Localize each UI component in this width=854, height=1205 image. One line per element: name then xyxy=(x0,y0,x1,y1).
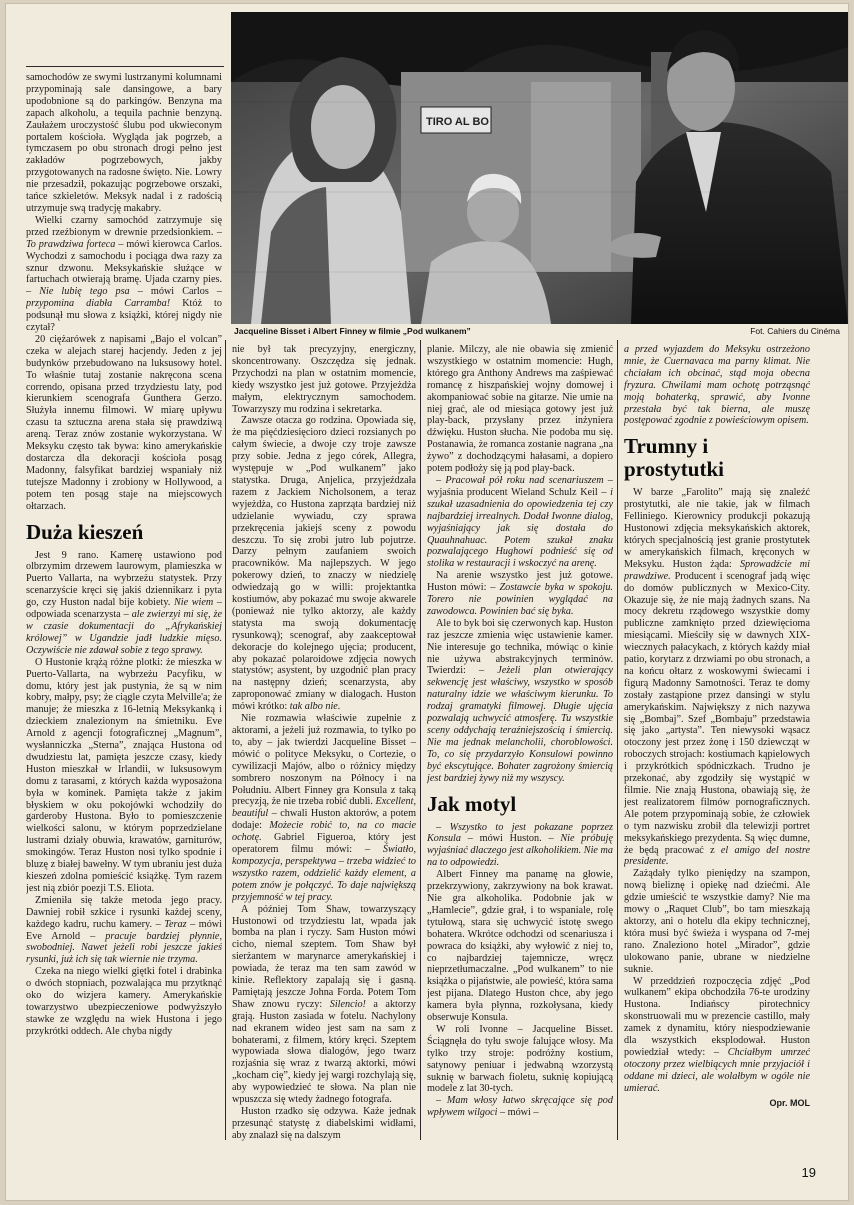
author-byline: Opr. MOL xyxy=(769,1097,810,1108)
article-column-2 xyxy=(232,344,416,1194)
paragraph: O Hustonie krążą różne plotki: że mieszka w Puerto-Vallarta, na wybrzeżu Pacyfiku, w domu, który jest jak pustynia, że są w nim kobry, małpy, psy; że ciągle czyta Melville'a; że manuje; że mieszka z 16-letnią Meksykanką i dzieckiem znalezionym na śmietniku. Eve Arnold z agencji fotograficznej „Magnum”, wysłanniczka „Sterna”, znająca Hustona od dwudziestu lat, pamięta jeszcze czasy, kiedy Huston mieszkał w Irlandii, w luksusowym domu z tarasami, z których każda wyposażona była w kominek. Pamięta także z jakim błyskiem w oku pokojówki wchodziły do garderoby Hustona. Było to pomieszczenie wielkości salonu, w którym poprzedzielane lustrami działy obuwia, krawatów, garniturów, smokingów. Teraz Huston nosi tylko spodnie i bluzę z białej bawełny. W tym ubraniu jest duża kieszeń zdolna pomieścić książkę. Tym razem jest nią zbiór poezji T.S. Eliota. xyxy=(26,656,222,894)
paragraph: Zawsze otacza go rodzina. Opowiada się, że ma pięćdziesięciorо dzieci rozsianych po całym świecie, a dwoje czy troje zawsze przy sobie. Jedna z jego córek, Allegra, występuje w „Pod wulkanem” jako statystka. Druga, Anjelica, przyjeźdzała razem z Jackiem Nicholsonem, a teraz wyjeżdża, co Hustona zaprząta bardziej niż udzielanie wywiadu, czy sprawa przekręcenia jakiejś sceny z powodu deszczu. To się zrobi jutro lub pojutrze. Darzy pełnym zaufaniem swoich pracowników. Ma najlepszych. W jego pokerowy dzień, to znaczy w niedzielę odwiedzają go w willi: projektantka kostiumów, aby pokazać mu swoje akwarele (ponieważ nie tylko aktorzy, ale każdy statysta ma swoją dokumentację rysunkową); scenograf, aby zaakceptował dekoracje do kolejnego ujęcia; producent, aby pokazać polaroidowe zdjęcia nowych statystów; asystent, by uzgodnić plan pracy na następny dzień; scenarzysta, aby zaproponować zmiany w dialogach. Huston mówi krótko: tak albo nie. xyxy=(232,415,416,713)
film-still-illustration xyxy=(231,12,848,324)
paragraph: Zażądały tylko pieniędzy na szampon, nową bieliznę i opiekę nad dziećmi. Ale gdzie umieścić te wszystkie damy? Nie ma mowy o „Raquet Club”, bo tam mieszkają aktorzy, ani o hotelu dla ekipy technicznej, która musi być świeża i wyspana od 7-mej rano. Znaleziono hotel „Mirador”, gdzie ulokowano panie, ubrane w niedzielne suknie. xyxy=(624,868,810,975)
magazine-page xyxy=(6,4,848,1200)
paragraph: W roli Ivonne – Jacqueline Bisset. Ściągnęła do tyłu swoje falujące włosy. Ma tylko trzy stroje: podróżny kostium, satynowy peniuar i jedwabną wzorzystą suknię w barwach fioletu, suknię kopiującą modele z lat 30-tych. xyxy=(427,1023,613,1095)
page-number: 19 xyxy=(801,1165,816,1180)
column-rule xyxy=(225,340,226,1140)
paragraph: nie był tak precyzyjny, energiczny, skoncentrowany. Oszczędza się jednak. Przychodzi na plan w ostatnim momencie, kiedy wszystko jest już gotowe. Przyjeżdża małym, elektrycznym samochodem. Towarzyszy mu rodzina i sekretarka. xyxy=(232,344,416,415)
photo-credit: Fot. Cahiers du Cinéma xyxy=(750,326,840,336)
photo-sign-text: TIRO AL BO xyxy=(426,116,489,128)
section-heading: Jak motyl xyxy=(427,791,517,816)
column-rule xyxy=(617,340,618,1140)
paragraph: 20 ciężarówek z napisami „Bajo el volcan” czeka w alejach starej hacjendy. Jeden z jej budynków przebudowano na luksusowy hotel. To właśnie tutaj zostanie nakręcona scena correndo, opisana przed trzydziestu laty, pod kierunkiem scenografa Gunthera Gerzo. Służyła innemu filmowi. W miarę upływu czasu ta sztuczna arena stała się prawdziwą areną. Teraz znów zostanie wykorzystana. W Meksyku często tak bywa: kino amerykańskie dostarcza dla dekoracji kościoła posąg Madonny, falsyfikat bardziej wspaniały niż tutejsze Madonny i zrobiony w Hollywood, a potem ten posąg staje na miejscowych ołtarzach. xyxy=(26,333,222,512)
section-heading: Trumny i prostytutki xyxy=(624,434,724,482)
paragraph: A później Tom Shaw, towarzyszący Hustonowi od trzydziestu lat, wpada jak bomba na plan i ryczy. Sam Huston mówi cicho, niemal szeptem. Tom Shaw był sierżantem w marynarce amerykańskiej i powiada, że teraz ma ten sam zawód w kinie. Reflektory zapalają się i gasną. Pamiętają jeszcze Johna Forda. Potem Tom Shaw znowu ryczy: Silencio! a aktorzy grają. Huston zasiada w fotelu. Nachylony nad ekranem wideo jest sam na sam z bohaterami, z filmem, który kręci. Szeptem wypowiada słowa dialogów, jego twarz rozjaśnia się wraz z twarzą aktorki, mówi „kocham cię”, kiedy jej wargi rozchylają się, aby wypowiedzieć te słowa. Na plan nie wpuszcza się wtedy żadnego fotografa. xyxy=(232,903,416,1106)
paragraph: Jest 9 rano. Kamerę ustawiono pod olbrzymim drzewem laurowym, plamieszka w Puerto Vallarta, na wybrzeżu statystek. Przy scenarzyście kręci się jakiś dziennikarz i pyta go, czy Huston nadal bije kobiety. Nie wiem – odpowiada scenarzysta – ale zwierzyi mi się, że w czasie dokumentacji do „Afrykańskiej królowej” w Ugandzie jadł ludzkie mięso. Oczywiście nie zdawał sobie z tego sprawy. xyxy=(26,549,222,656)
paragraph: a przed wyjazdem do Meksyku ostrzeżono mnie, że Cuernavaca ma parny klimat. Nie chciałam ich obcinać, stąd moja obecna fryzura. Chwilami mam ochotę potrząsnąć moją bohaterką, sprawić, aby Ivonne przestała być tak bierna, ale muszę postępować zgodnie z powieściowym opisem. xyxy=(624,344,810,427)
paragraph: Huston rzadko się odzywa. Każe jednak przesunąć statystę z diabelskimi widłami, aby znalazł się na dalszym xyxy=(232,1106,416,1141)
column-rule xyxy=(420,340,421,1140)
section-heading: Duża kieszeń xyxy=(26,519,144,544)
article-column-3 xyxy=(427,344,613,1194)
article-column-1 xyxy=(26,72,222,1192)
paragraph: Nie rozmawia właściwie zupełnie z aktorami, a jeżeli już rozmawia, to tylko po to, aby – jak twierdzi Jacqueline Bisset – mówić o polityce Meksyku, o Cortezie, o cywilizacji Majów, albo o różnicy między sombrero noszonym na Północy i na Południu. Albert Finney gra Konsula z taką precyzją, że nie trzeba robić dubli. Excellent, beautiful – chwali Huston aktorów, a potem dodaje: Możecie robić to, na co macie ochotę. Gabriel Figueroa, który jest operatorem filmu mówi: – Światło, kompozycja, perspektywa – trzeba widzieć to wszystko razem, oddzielić każdy element, a potem znów je połączyć. To daje największą przyjemność w tej pracy. xyxy=(232,713,416,903)
paragraph: Wielki czarny samochód zatrzymuje się przed rzeźbionym w drewnie przedsionkiem. – To prawdziwa forteca – mówi kierowca Carlos. Wychodzi z samochodu i pociąga dwa razy za sznur dzwonu. Meksykańskie służące w fartuchach otwierają bramę. Ujada czarny pies. – Nie lubię tego psa – mówi Carlos – przypomina diabła Carramba! Któż to podsunął mu słowa z książki, której nigdy nie czytał? xyxy=(26,214,222,334)
article-column-4 xyxy=(624,344,810,1194)
paragraph: W przeddzień rozpoczęcia zdjęć „Pod wulkanem” ekipa obchodziła 76-te urodziny Hustona. Indiańscy pirotechnicy skonstruowali mu w prezencie castillo, mały zamek z dynamitu, który niespodziewanie dla wszystkich eksplodował. Huston powiedział wtedy: – Chciałbym umrzeć otoczony przez wielbiących mnie przyjaciół i oddane mi dzieci, ale wolałbym w ogóle nie umierać. xyxy=(624,975,810,1094)
paragraph: Na arenie wszystko jest już gotowe. Huston mówi: – Zostawcie byka w spokoju. Torero nie powinien wyglądać na zawodowca. Powinien bać się byka. xyxy=(427,570,613,617)
paragraph: Ale to byk boi się czerwonych kap. Huston raz jeszcze zmienia więc ustawienie kamer. Nie interesuje go technika, mówiąc o kinie nie używa abstrakcyjnych terminów. Twierdzi: – Jeżeli plan otwierający sekwencję jest właściwy, wszystko w sposób naturalny idzie we właściwym kierunku. To rodzaj gramatyki filmowej. Długie ujęcia pozwalają uchwycić atmosferę. Tu wszystkie sceny oddychają teraźniejszością i śmiercią. Nie ma jednak melancholii, choroblowości. To, co się przydarzyło Konsulowi powinno być ekscytujące. Bohater zagrożony śmiercią jest bardziej żywy niż my wszyscy. xyxy=(427,617,613,784)
paragraph: samochodów ze swymi lustrzanymi kolumnami przypominają sale dansingowe, a bary upodobnione są do parkingów. Benzyna ma zapach alkoholu, a tequila pachnie benzyną. Zaułażem uroczystość ślubu pod ukwieconym portalem kościoła. Wygląda jak pogrzeb, a tymczasem po obu stronach drogi pełno jest zakładów pogrzebowych, jakby przygotowanych na radosne święto. Nie. Lowry nie przesadził, pokazując pogrzebowe orszaki, tańce szkieletów. Meksyk nadal i z radością utrzymuje swą tradycję makabry. xyxy=(26,72,222,214)
paragraph: Czeka na niego wielki giętki fotel i drabinka o dwóch stopniach, pozwalająca mu przytknąć oko do wizjera kamery. Amerykańskie towarzystwo ubezpieczeniowe podwyższyło stawke ze względu na wiek Hustona i jego przykrótki oddech. Ale chyba nigdy xyxy=(26,966,222,1037)
paragraph: – Mam włosy łatwo skręcające się pod wpływem wilgoci – mówi – xyxy=(427,1095,613,1119)
column-top-rule xyxy=(26,66,224,67)
paragraph: W barze „Farolito” mają się znaleźć prostytutki, ale nie takie, jak w filmach Felliniego. Kierownicy produkcji pokazują Hustonowi zdjęcia meksykańskich aktorek, których specjalnością jest granie prostytutek w amerykańskich filmach, kręconych w Meksyku. Huston żąda: Sprowadźcie mi prawdziwe. Producent i scenograf jadą więc do domów publicznych w Mexico-City. Okazuje się, że nie mają żadnych szans. Na mocy dekretu rządowego wszystkie domy publiczne zamknięto przed dziewięcioma miesiącami. Mieściły się w dawnych XIX-wiecznych pałacykach, z których każdy miał patio, korytarz z drzwiami po obu stronach, a na końcu ołtarz z woskowymi świecami i figurą Madonny Samotności. Teraz te domy zostały zastąpione przez dansingi w stylu amerykańskim. Największy z nich nazywa się „Bombaj”. Szef „Bombaju” przedstawia się jako „artysta”. Ten niewysoki wąsacz otoczony jest przez żonę i 150 dziewcząt w roboczych strojach: kostiumach kąpielowych i przykrótkich spódniczkach. Trudno je przekonać, aby zgodziły się wystąpić w filmie. Nie znają Hustona, obawiają się, że jest realizatorem filmów pornograficznych. Ale potem przypominają sobie, że człowiek o tym nazwisku zrobił dla telewizji portret meksykańskiego prezydenta. Są więc dumne, że będą pracować z el amigo del nostre presidente. xyxy=(624,487,810,868)
paragraph: Albert Finney ma panamę na głowie, przekrzywiony, zakrzywiony na bok krawat. Nie gra alkoholika. Podobnie jak w „Hamlecie”, gdzie grał, i to wspaniale, rolę tytułową, stara się uchwycić istotę swego bohatera. Wkrótce odchodzi od scenariusza i powraca do książki, aby wyłowić z niej to, co najbardziej tajemnicze, wręcz nieprzetłumaczalne. „Pod wulkanem” to nie książka o pijaństwie, ale powieść, która sama jest pijana. Dlatego Huston chce, aby jego kamera była płynna, rozkołysana, kiedy obserwuje Konsula. xyxy=(427,869,613,1024)
paragraph: Zmieniła się także metoda jego pracy. Dawniej robił szkice i rysunki każdej sceny, każdego kadru, ruchu kamery. – Teraz – mówi Eve Arnold – pracuje bardziej płynnie, swobodniej. Nawet jeżeli robi jeszcze jakieś rysunki, już ich się tak wiernie nie trzyma. xyxy=(26,894,222,966)
paragraph: – Pracował pół roku nad scenariuszem – wyjaśnia producent Wieland Schulz Keil – i szukał uzasadnienia do opowiedzenia tej czy najbardziej irrealnych. Dodał Iwonne dialog, wyjaśniający jak się dostała do Quauhnahuac. Potem szukał znaku pozwalającego Hughowi podnieść się od stolika w restauracji i wskoczyć na arenę. xyxy=(427,474,613,570)
photo-caption: Jacqueline Bisset i Albert Finney w filmie „Pod wulkanem” xyxy=(234,326,471,336)
photo-caption-bar xyxy=(231,326,848,338)
film-still-photo xyxy=(231,12,848,324)
paragraph: planie. Milczy, ale nie obawia się zmienić wszystkiego w ostatnim momencie: Hugh, którego gra Anthony Andrews ma zaśpiewać romancę z hiszpańskiej wojny domowej i akompaniować sobie na gitarze. Nie umie na niej grać, ale od miesiąca gotowy jest już play-back, przysłany przez inżyniera dźwięku. Huston słucha. Nie podoba mu się. Postanawia, że romanca zostanie nagrana „na żywo” z dochodzącymi hałasami, a dopiero potem podłoży się ją pod play-back. xyxy=(427,344,613,475)
paragraph: – Wszystko to jest pokazane poprzez Konsula – mówi Huston. – Nie próbuję wyjaśniać dlaczego jest alkoholikiem. Nie ma na to odpowiedzi. xyxy=(427,821,613,869)
